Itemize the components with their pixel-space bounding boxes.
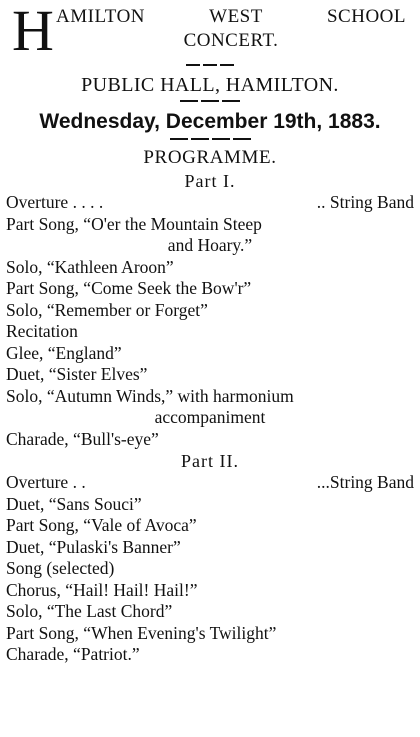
drop-cap: H <box>12 0 54 63</box>
date-line: Wednesday, December 19th, 1883. <box>39 110 381 133</box>
list-item: Duet, “Pulaski's Banner” <box>6 536 181 557</box>
part-2-list <box>6 472 414 666</box>
divider-rule <box>6 100 414 102</box>
list-item: Part Song, “When Evening's Twilight” <box>6 622 277 643</box>
list-item: Overture . . . . .. String Band <box>6 192 414 212</box>
divider-rule <box>6 138 414 140</box>
part-2-title: Part II. <box>181 451 239 471</box>
list-item: Charade, “Patriot.” <box>6 644 140 664</box>
heading-line-2: CONCERT. <box>183 30 279 51</box>
list-item: Solo, “Autumn Winds,” with harmonium accompaniment <box>6 385 294 427</box>
list-item: Glee, “England” <box>6 342 122 363</box>
list-item: Duet, “Sans Souci” <box>6 493 142 514</box>
list-item: Overture . . ...String Band <box>6 472 414 492</box>
list-item: Part Song, “Come Seek the Bow'r” <box>6 278 252 298</box>
heading-word: AMILTON <box>56 6 146 27</box>
part-1-title: Part I. <box>184 171 236 191</box>
list-item: Charade, “Bull's-eye” <box>6 428 159 449</box>
programme-title: PROGRAMME. <box>143 147 277 168</box>
heading-word: SCHOOL <box>326 6 406 27</box>
heading-line-1 <box>56 6 406 28</box>
list-item: Part Song, “Vale of Avoca” <box>6 515 197 535</box>
part-1-list <box>6 192 414 450</box>
list-item: Duet, “Sister Elves” <box>6 364 148 384</box>
list-item: Song (selected) <box>6 558 115 578</box>
divider-rule <box>6 64 414 66</box>
list-item: Solo, “The Last Chord” <box>6 601 173 621</box>
list-item: Solo, “Remember or Forget” <box>6 299 208 320</box>
list-item: Part Song, “O'er the Mountain Steep and Hoary.” <box>6 213 262 255</box>
list-item: Solo, “Kathleen Aroon” <box>6 256 174 277</box>
heading-word: WEST <box>209 6 263 27</box>
venue-line: PUBLIC HALL, HAMILTON. <box>81 74 339 96</box>
list-item: Recitation <box>6 321 78 341</box>
list-item: Chorus, “Hail! Hail! Hail!” <box>6 579 198 600</box>
heading-block <box>6 0 414 62</box>
